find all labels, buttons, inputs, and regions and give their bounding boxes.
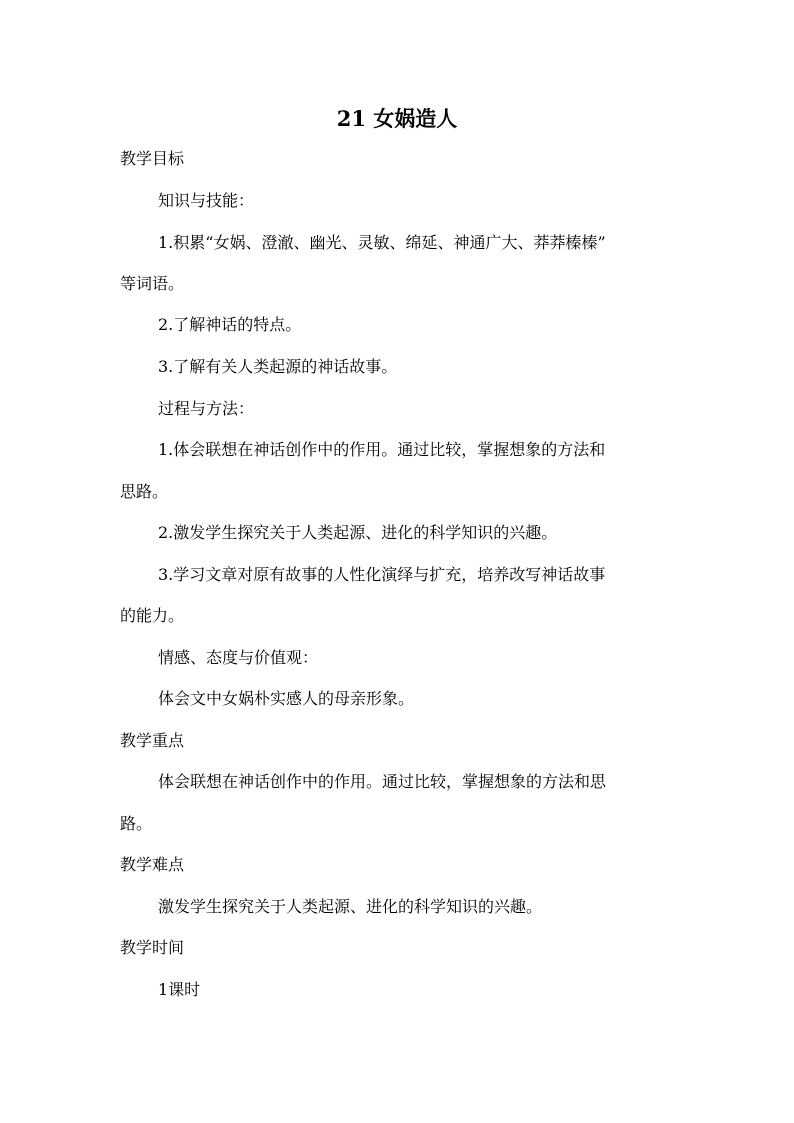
paragraph-line: 的能力。 <box>120 606 185 625</box>
section-heading-time: 教学时间 <box>120 938 185 957</box>
section-heading-key-points: 教学重点 <box>120 731 185 750</box>
subheading-process-methods: 过程与方法： <box>158 399 255 418</box>
paragraph-line: 1课时 <box>158 980 201 999</box>
subheading-knowledge-skills: 知识与技能： <box>158 191 255 210</box>
paragraph-line: 体会文中女娲朴实感人的母亲形象。 <box>158 689 415 708</box>
section-heading-objectives: 教学目标 <box>120 149 185 168</box>
document-title: 21 女娲造人 <box>336 106 458 131</box>
section-heading-difficulties: 教学难点 <box>120 855 185 874</box>
paragraph-line: 3.了解有关人类起源的神话故事。 <box>158 357 398 376</box>
paragraph-line: 1.积累“女娲、澄澈、幽光、灵敏、绵延、神通广大、莽莽榛榛” <box>158 233 606 252</box>
paragraph-line: 等词语。 <box>120 274 185 293</box>
paragraph-line: 激发学生探究关于人类起源、进化的科学知识的兴趣。 <box>158 897 543 916</box>
paragraph-line: 体会联想在神话创作中的作用。通过比较，掌握想象的方法和思 <box>158 772 607 791</box>
subheading-emotions-values: 情感、态度与价值观： <box>158 648 319 667</box>
paragraph-line: 思路。 <box>120 482 169 501</box>
paragraph-line: 2.激发学生探究关于人类起源、进化的科学知识的兴趣。 <box>158 523 558 542</box>
paragraph-line: 1.体会联想在神话创作中的作用。通过比较，掌握想象的方法和 <box>158 440 606 459</box>
paragraph-line: 3.学习文章对原有故事的人性化演绎与扩充，培养改写神话故事 <box>158 565 606 584</box>
paragraph-line: 2.了解神话的特点。 <box>158 315 302 334</box>
paragraph-line: 路。 <box>120 814 153 833</box>
